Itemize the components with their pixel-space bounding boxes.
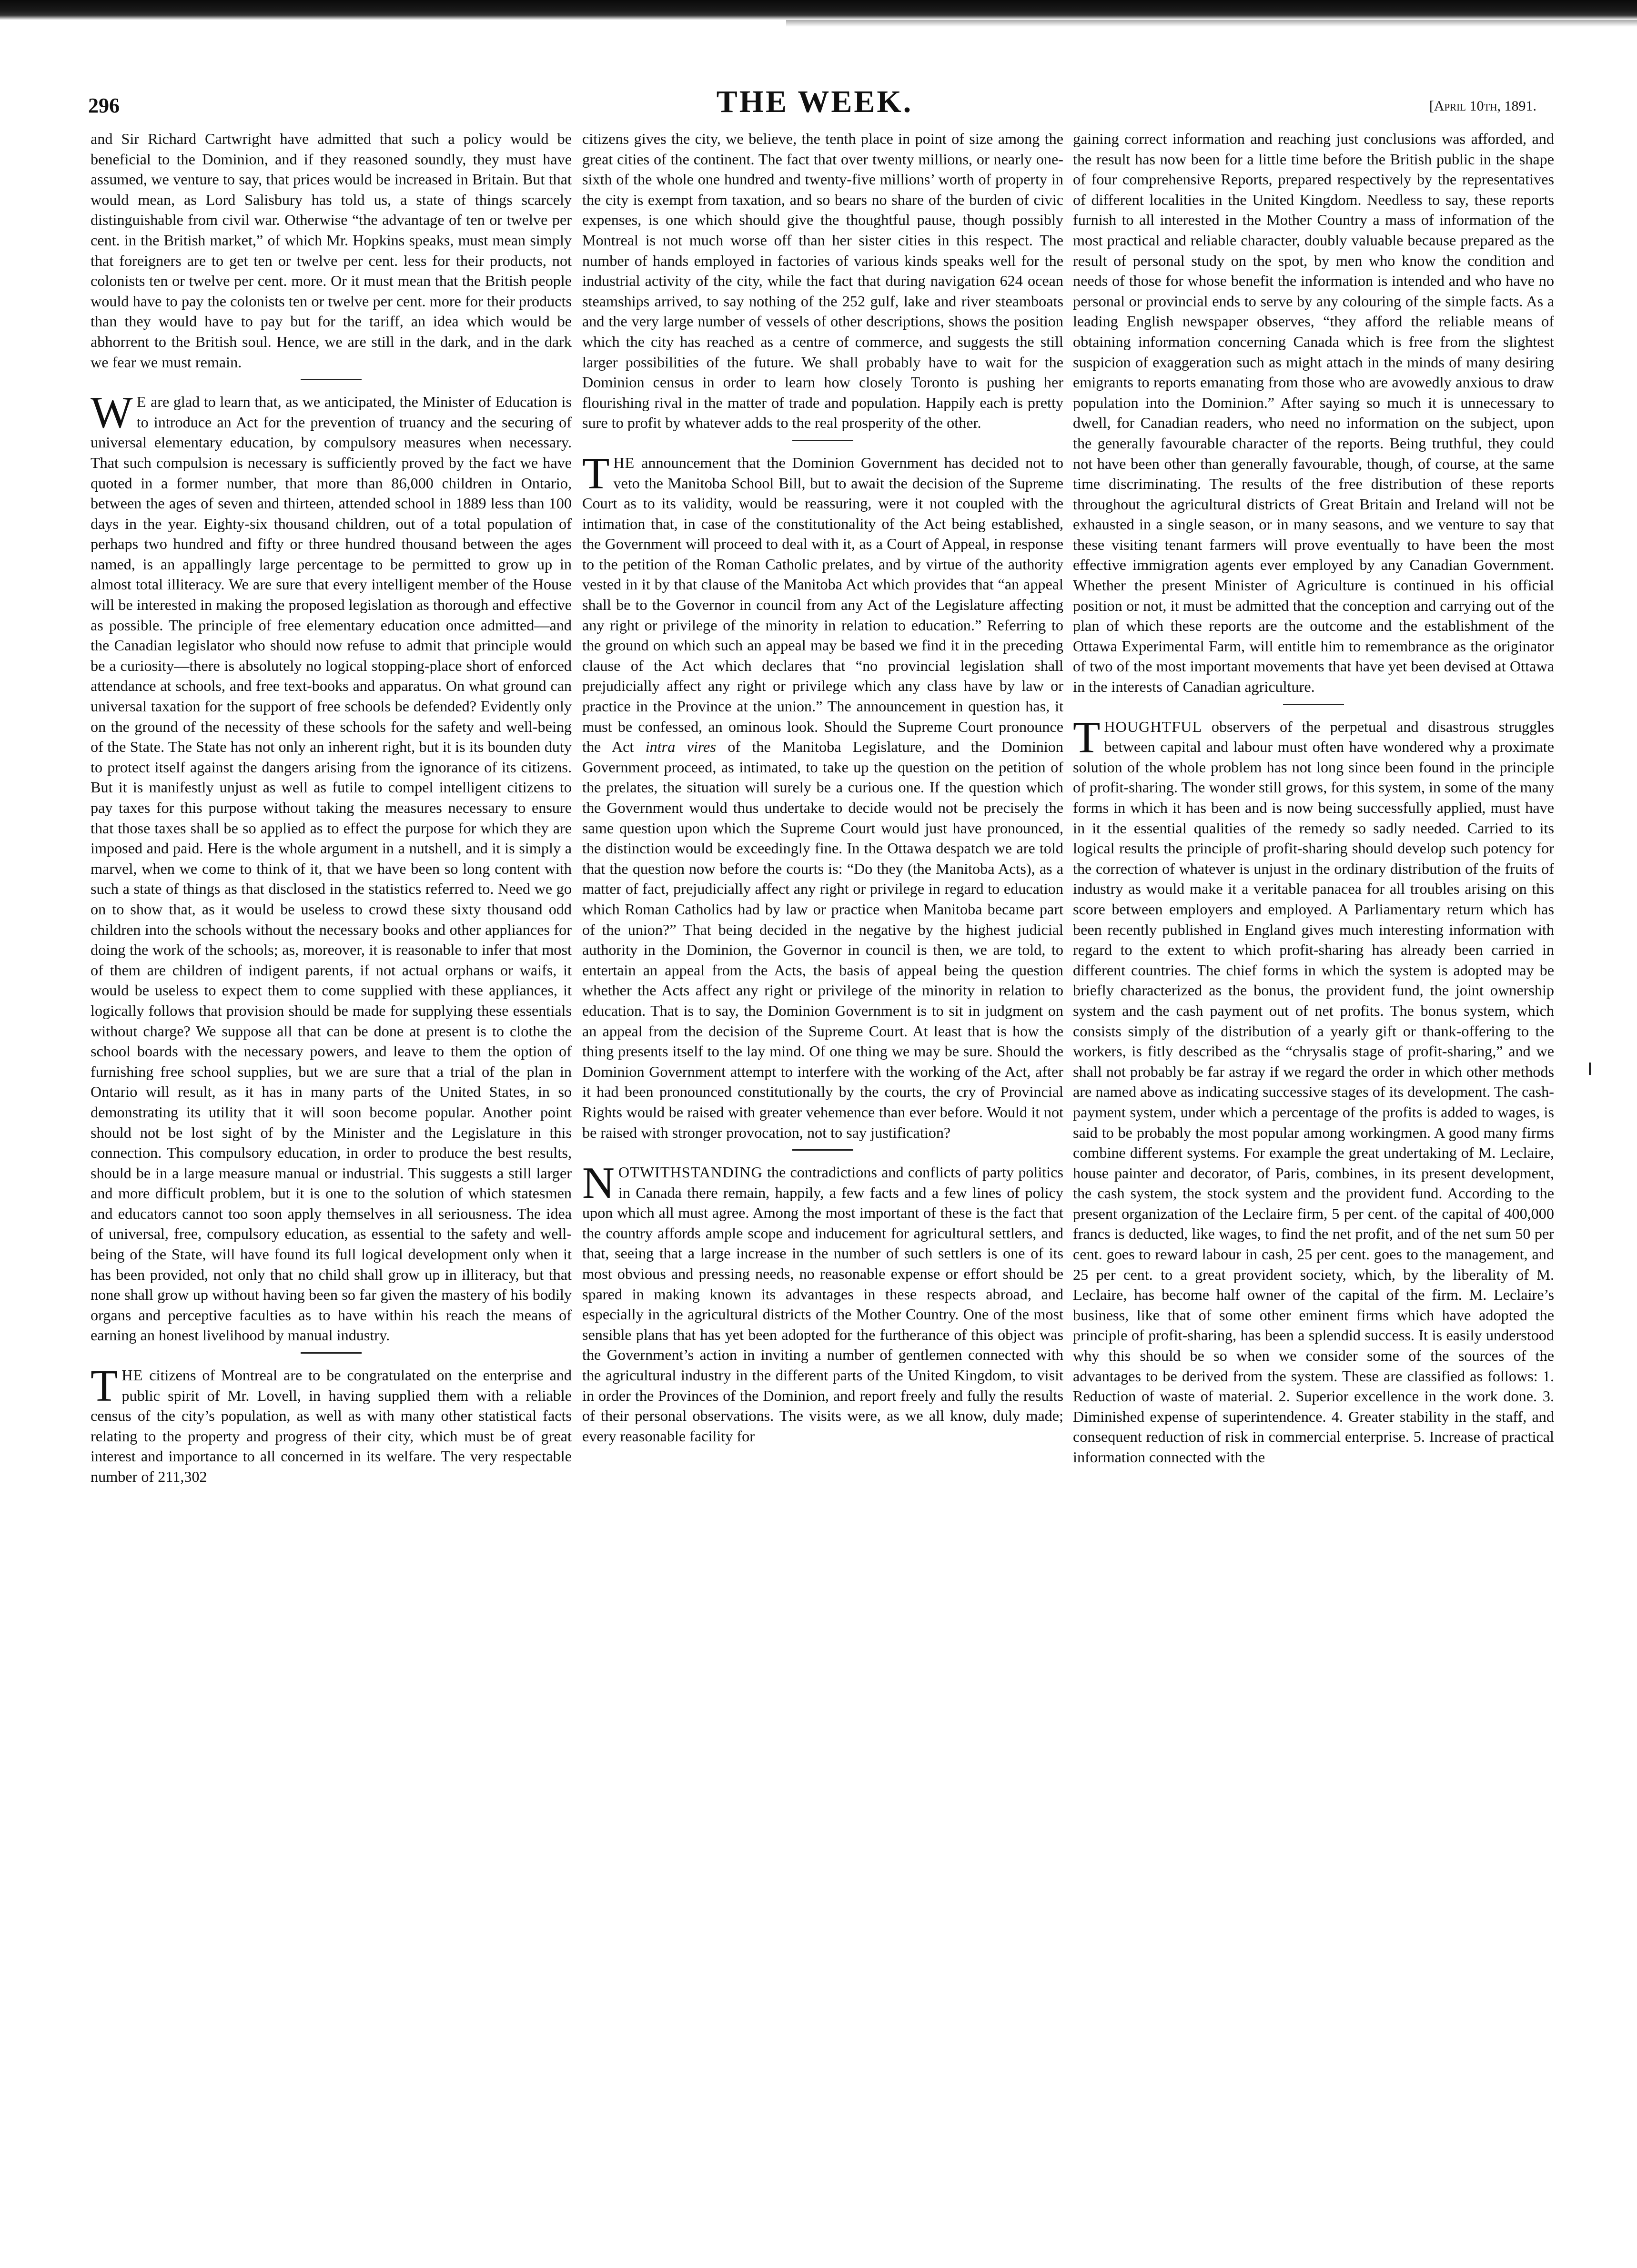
drop-cap: T <box>582 448 610 498</box>
section-divider <box>301 1352 362 1354</box>
scan-edge-shadow <box>786 20 1637 27</box>
article-paragraph: citizens gives the city, we believe, the tenth place in point of size among the great cities of the continent. The fact that over twenty millions, or nearly one-sixth of the whole one hundred and twenty-five millions’ worth of property in the city is exempt from taxation, and so bears no share of the burden of civic expenses, is one which should give the thoughtful pause, though possibly Montreal is not much worse off than her sister cities in this respect. The number of hands employed in factories of various kinds speaks well for the industrial activity of the city, while the fact that during navigation 624 ocean steamships arrived, to say nothing of the 252 gulf, lake and river steamboats and the very large number of vessels of other descriptions, shows the position which the city has reached as a centre of commerce, and suggests the still larger possibilities of the future. We shall probably have to wait for the Dominion census in order to learn how closely Toronto is pushing her flourishing rival in the matter of trade and population. Happily each is pretty sure to profit by whatever adds to the real prosperity of the other. <box>582 130 1063 432</box>
article-paragraph: and Sir Richard Cartwright have admitted that such a policy would be beneficial to the Dominion, and if they reasoned soundly, they must have assumed, we venture to say, that prices would be increased in Britain. But that would mean, as Lord Salisbury has told us, a state of things scarcely distinguishable from civil war. Otherwise “the advantage of ten or twelve per cent. in the British market,” of which Mr. Hopkins speaks, must mean simply that foreigners are to get ten or twelve per cent. less for their products, not colonists ten or twelve per cent. more. Or it must mean that the British people would have to pay the colonists ten or twelve per cent. more for their products than they would have to pay but for the tariff, an idea which would be abhorrent to the British soul. Hence, we are still in the dark, and in the dark we fear we must remain. <box>91 130 572 371</box>
article-paragraph <box>582 448 1063 1143</box>
section-divider <box>1283 704 1344 705</box>
text-column-3 <box>1073 129 1554 2244</box>
drop-cap: T <box>91 1361 118 1411</box>
lead-in: E <box>136 393 147 411</box>
text-column-2 <box>582 129 1063 2244</box>
lead-in: OTWITHSTANDING <box>618 1164 763 1181</box>
paragraph-text: announcement that the Dominion Government has decided not to veto the Manitoba School Bill, but to await the decision of the Supreme Court as to its validity, would be reassuring, were it not coupled with the intimation that, in case of the constitutionality of the Act being established, the Government will proceed to deal with it, as a Court of Appeal, in response to the petition of the Roman Catholic prelates, and by virtue of the authority vested in it by that clause of the Manitoba Act which provides that “an appeal shall be to the Governor in council from any Act of the Legislature affecting any right or privilege of the minority in relation to education.” Referring to the ground on which such an appeal may be based we find it in the preceding clause of the Act which declares that “no provincial legislation shall prejudicially affect any right or privilege which any class have by law or practice in the Province at the union.” The announcement in question has, it must be confessed, an ominous look. Should the Supreme Court pronounce the Act <box>582 454 1063 756</box>
article-paragraph <box>582 1158 1063 1446</box>
section-divider <box>301 379 362 380</box>
drop-cap: T <box>1073 712 1101 762</box>
paragraph-text: of the Manitoba Legislature, and the Dominion Government proceed, as intimated, to take up the question on the petition of the prelates, the situation will surely be a curious one. If the question which the Government would thus undertake to decide would not be precisely the same question upon which the Supreme Court would just have pronounced, the distinction would be exceedingly fine. In the Ottawa despatch we are told that the question now before the courts is: “Do they (the Manitoba Acts), as a matter of fact, prejudicially affect any right or privilege in regard to education which Roman Catholics had by law or practice when Manitoba became part of the union?” That being decided in the negative by the highest judicial authority in the Dominion, the Governor in council is then, we are told, to entertain an appeal from the Acts, the basis of appeal being the question whether the Acts affect any right or privilege of the minority in relation to education. That is to say, the Dominion Government is to sit in judgment on an appeal from the decision of the Supreme Court. At least that is how the thing presents itself to the lay mind. Of one thing we may be sure. Should the Dominion Government attempt to interfere with the working of the Act, after it had been pronounced constitutionally by the courts, the cry of Provincial Rights would be raised with greater vehemence than ever before. Would it not be raised with stronger provocation, not to say justification? <box>582 738 1063 1141</box>
lead-in: HE <box>613 454 635 471</box>
page-header <box>88 75 1541 118</box>
italic-phrase: intra vires <box>645 738 716 756</box>
text-column-1 <box>91 129 572 2244</box>
section-divider <box>792 1149 853 1151</box>
page-number: 296 <box>88 94 120 117</box>
publication-title: THE WEEK. <box>716 84 913 119</box>
drop-cap: W <box>91 388 133 438</box>
paragraph-text: citizens of Montreal are to be congratulated on the enterprise and public spirit of Mr. Lovell, in having supplied them with a reliable census of the city’s population, as well as with many other statistical facts relating to the property and progress of their city, which must be of great interest and importance to all concerned in its welfare. The very respectable number of 211,302 <box>91 1367 572 1485</box>
section-divider <box>792 440 853 441</box>
lead-in: HE <box>121 1367 143 1384</box>
paragraph-text: are glad to learn that, as we anticipated, the Minister of Education is to introduce an Act for the prevention of truancy and the securing of universal elementary education, by compulsory measures when necessary. That such compulsion is necessary is sufficiently proved by the fact we have quoted in a former number, that more than 86,000 children in Ontario, between the ages of seven and thirteen, attended school in 1889 less than 100 days in the year. Eighty-six thousand children, out of a total population of perhaps two hundred and fifty or three hundred thousand between the ages named, is an appallingly large percentage to be permitted to grow up in almost total illiteracy. We are sure that every intelligent member of the House will be interested in making the proposed legislation as thorough and effective as possible. The principle of free elementary education once admitted—and the Canadian legislator who should now refuse to admit that principle would be a curiosity—there is absolutely no logical stopping-place short of enforced attendance at schools, and free text-books and apparatus. On what ground can universal taxation for the support of free schools be defended? Evidently only on the ground of the necessity of these schools for the safety and well-being of the State. The State has not only an inherent right, but it is its bounden duty to protect itself against the dangers arising from the ignorance of its citizens. But it is manifestly unjust as well as futile to compel intelligent citizens to pay taxes for this purpose without taking the measures necessary to ensure that those taxes shall be so applied as to effect the purpose for which they are imposed and paid. Here is the whole argument in a nutshell, and it is simply a marvel, when we come to think of it, that we have been so long content with such a state of things as that disclosed in the statistics referred to. Need we go on to show that, as it would be useless to crowd these sixty thousand odd children into the schools without the necessary books and other appliances for doing the work of the schools; as, moreover, it is reasonable to infer that most of them are children of indigent parents, if not actual orphans or waifs, it would be useless to expect them to come supplied with these appliances, it logically follows that provision should be made for supplying these essentials without charge? We suppose all that can be done at present is to clothe the school boards with the necessary powers, and leave to them the option of furnishing free school supplies, but we are sure that a trial of the plan in Ontario will result, as it has in many parts of the United States, in so demonstrating its utility that it will soon become popular. Another point should not be lost sight of by the Minister and the Legislature in this connection. This compulsory education, in order to produce the best results, should be in a large measure manual or industrial. This suggests a still larger and more difficult problem, but it is one to the solution of which statesmen and educators cannot too soon apply themselves in all seriousness. The idea of universal, free, compulsory education, as essential to the safety and well-being of the State, will have found its full logical development only when it has been provided, not only that no child shall grow up in illiteracy, but that none shall grow up without having been so far given the mastery of his bodily organs and perceptive faculties as to have within his reach the means of earning an honest livelihood by manual industry. <box>91 393 572 1344</box>
article-paragraph: gaining correct information and reaching just conclusions was afforded, and the result has now been for a little time before the British public in the shape of four comprehensive Reports, prepared respectively by the representatives of different localities in the United Kingdom. Needless to say, these reports furnish to all interested in the Mother Country a mass of information of the most practical and reliable character, doubly valuable because prepared as the result of personal study on the spot, by men who know the condition and needs of those for whose benefit the information is intended and who have no personal or provincial ends to serve by any colouring of the simple facts. As a leading English newspaper observes, “they afford the reliable means of obtaining information concerning Canada which is free from the slightest suspicion of exaggeration such as might attach in the minds of many desiring emigrants to reports emanating from those who are avowedly anxious to draw population into the Dominion.” After saying so much it is unnecessary to dwell, for Canadian readers, who need no information on the subject, upon the generally favourable character of the reports. Being truthful, they could not have been other than generally favourable, though, of course, at the same time discriminating. The results of the free distribution of these reports throughout the agricultural districts of Great Britain and Ireland will not be exhausted in a single season, or in many seasons, and we venture to say that these visiting tenant farmers will prove eventually to have been the most effective immigration agents ever employed by any Canadian Government. Whether the present Minister of Agriculture is continued in his official position or not, it must be admitted that the conception and carrying out of the plan of which these reports are the outcome and the establishment of the Ottawa Experimental Farm, will entitle him to remembrance as the originator of two of the most important movements that have yet been devised at Ottawa in the interests of Canadian agriculture. <box>1073 130 1554 696</box>
issue-date: [April 10th, 1891. <box>1429 98 1536 114</box>
article-paragraph <box>1073 712 1554 1468</box>
drop-cap: N <box>582 1158 615 1208</box>
paragraph-text: observers of the perpetual and disastrous struggles between capital and labour must often have wondered why a proximate solution of the whole problem has not long since been found in the principle of profit-sharing. The wonder still grows, for this system, in some of the many forms in which it has been and is now being successfully applied, must have in it the essential qualities of the remedy so sadly needed. Carried to its logical results the principle of profit-sharing should develop such potency for the correction of whatever is unjust in the ordinary distribution of the fruits of industry as would make it a veritable panacea for all troubles arising on this score between employers and employed. A Parliamentary return which has been recently published in England gives much interesting information with regard to the extent to which profit-sharing has already been carried in different countries. The chief forms in which the system is adopted may be briefly characterized as the bonus, the provident fund, the joint ownership system and the cash payment out of net profits. The bonus system, which consists simply of the distribution of a yearly gift or thank-offering to the workers, is fitly described as the “chrysalis stage of profit-sharing,” and we shall not probably be far astray if we regard the order in which other methods are named above as indicating successive stages of its development. The cash-payment system, under which a percentage of the profits is added to wages, is said to be probably the most popular among workingmen. A good many firms combine different systems. For example the great undertaking of M. Leclaire, house painter and decorator, of Paris, combines, in its present development, the cash system, the stock system and the provident fund. According to the present organization of the Leclaire firm, 5 per cent. of the capital of 400,000 francs is deducted, like wages, to find the net profit, and of the net sum 50 per cent. goes to reward labour in cash, 25 per cent. goes to the management, and 25 per cent. to a great provident society, which, by the liberality of M. Leclaire, has become half owner of the capital of the firm. M. Leclaire’s business, like that of some other eminent firms which have adopted the principle of profit-sharing, has been a splendid success. It is easily understood why this should be so when we consider some of the sources of the advantages to be derived from the system. These are classified as follows: 1. Reduction of waste of material. 2. Superior excellence in the work done. 3. Diminished expense of superintendence. 4. Greater stability in the staff, and consequent reduction of risk in commercial enterprise. 5. Increase of practical information connected with the <box>1073 718 1554 1466</box>
paragraph-text: the contradictions and conflicts of party politics in Canada there remain, happily, a few facts and a few lines of policy upon which all must agree. Among the most important of these is the fact that the country affords ample scope and inducement for agricultural settlers, and that, seeing that a large increase in the number of such settlers is one of its most obvious and pressing needs, no reasonable expense or effort should be spared in making known its advantages in these respects abroad, and especially in the agricultural districts of the Mother Country. One of the most sensible plans that has yet been adopted for the furtherance of this object was the Government’s action in inviting a number of gentlemen connected with the agricultural industry in the different parts of the United Kingdom, to visit in order the Provinces of the Dominion, and report freely and fully the results of their personal observations. The visits were, as we all know, duly made; every reasonable facility for <box>582 1164 1063 1445</box>
article-paragraph <box>91 388 572 1346</box>
article-paragraph <box>91 1361 572 1487</box>
margin-mark <box>1589 1063 1591 1075</box>
lead-in: HOUGHTFUL <box>1104 718 1202 735</box>
scan-edge-bar <box>0 0 1637 20</box>
